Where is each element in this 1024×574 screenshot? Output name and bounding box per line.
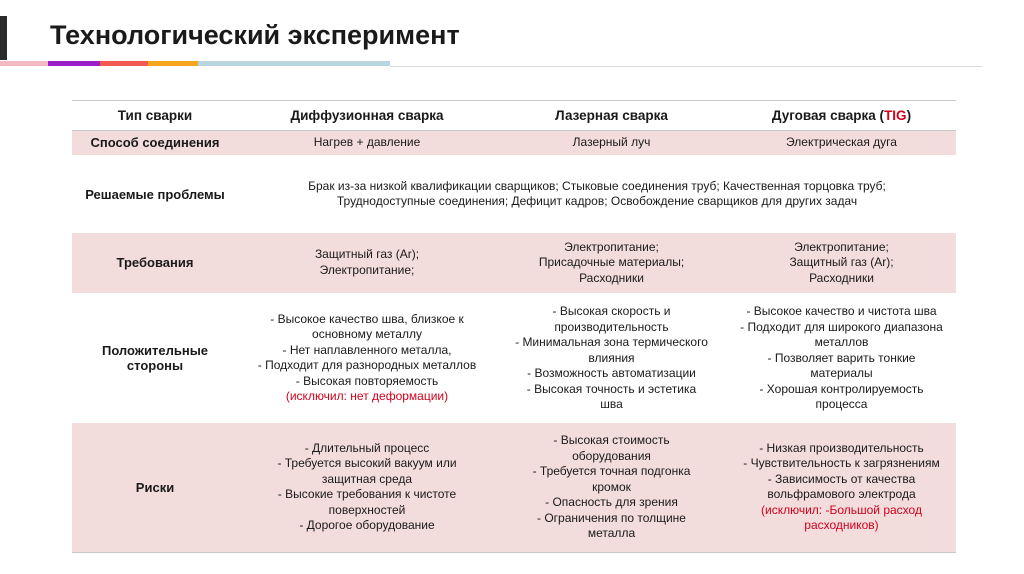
row-label-pros: Положительные стороны bbox=[101, 342, 209, 374]
color-stripe-lightblue bbox=[198, 61, 390, 66]
title-divider bbox=[390, 66, 982, 67]
row-label-risks: Риски bbox=[72, 423, 238, 553]
table-row-risks bbox=[72, 423, 956, 553]
row-label-requirements: Требования bbox=[72, 233, 238, 294]
page-title: Технологический эксперимент bbox=[50, 20, 460, 50]
cell-method-diffusion: Нагрев + давление bbox=[238, 131, 496, 156]
arc-note-line2: расходников) bbox=[804, 518, 879, 533]
cell-requirements-laser: Электропитание; Присадочные материалы; Расходники bbox=[496, 233, 727, 294]
cell-pros-laser: - Высокая скорость и производительность - Минимальная зона термического влияния - Возможность автоматизации - Высокая точность и эстетика шва bbox=[515, 304, 708, 411]
row-label-problems: Решаемые проблемы bbox=[85, 186, 225, 202]
header-laser: Лазерная сварка bbox=[555, 107, 668, 123]
cell-requirements-diffusion: Защитный газ (Ar); Электропитание; bbox=[238, 233, 496, 294]
color-stripe-red bbox=[100, 61, 148, 66]
table-header-row bbox=[72, 101, 956, 131]
cell-pros-diffusion: - Высокое качество шва, близкое к основному металлу - Нет наплавленного металла, - Подходит для разнородных металлов - Высокая повторяемость (исключил: нет деформации) bbox=[238, 294, 496, 423]
cell-problems: Брак из-за низкой квалификации сварщиков; Стыковые соединения труб; Качественная торцовка труб; Труднодоступные соединения; Дефицит кадров; Освобождение сварщиков для других задач bbox=[308, 178, 886, 209]
cell-risks-arc: - Низкая производительность - Чувствительность к загрязнениям - Зависимость от качества вольфрамового электрода (исключил: -Большой расход расходников) bbox=[727, 423, 956, 553]
arc-note-line1: (исключил: -Большой расход bbox=[761, 502, 922, 517]
cell-risks-diffusion: - Длительный процесс - Требуется высокий вакуум или защитная среда - Высокие требования к чистоте поверхностей - Дорогое оборудование bbox=[238, 423, 496, 553]
cell-method-arc: Электрическая дуга bbox=[727, 131, 956, 156]
header-arc: Дуговая сварка (TIG) bbox=[771, 107, 912, 123]
cell-requirements-arc: Электропитание; Защитный газ (Ar); Расходники bbox=[727, 233, 956, 294]
diffusion-note: (исключил: нет деформации) bbox=[285, 389, 449, 404]
tig-highlight: TIG bbox=[884, 107, 907, 123]
color-stripe-orange bbox=[148, 61, 198, 66]
table-row-requirements bbox=[72, 233, 956, 294]
header-diffusion: Диффузионная сварка bbox=[290, 107, 444, 123]
cell-risks-laser: - Высокая стоимость оборудования - Требуется точная подгонка кромок - Опасность для зрения - Ограничения по толщине металла bbox=[496, 423, 727, 553]
color-stripe-pink bbox=[0, 61, 48, 66]
table-row-method bbox=[72, 131, 956, 156]
row-label-method: Способ соединения bbox=[72, 131, 238, 156]
color-stripe-purple bbox=[48, 61, 100, 66]
cell-pros-arc: - Высокое качество и чистота шва - Подходит для широкого диапазона металлов - Позволяет варить тонкие материалы - Хорошая контролируемость процесса bbox=[740, 304, 943, 411]
cell-method-laser: Лазерный луч bbox=[496, 131, 727, 156]
slide-accent-bar bbox=[0, 16, 7, 60]
header-type: Тип сварки bbox=[117, 107, 193, 123]
table-row-problems bbox=[72, 156, 956, 233]
comparison-table bbox=[72, 100, 956, 553]
table-row-pros bbox=[72, 294, 956, 423]
